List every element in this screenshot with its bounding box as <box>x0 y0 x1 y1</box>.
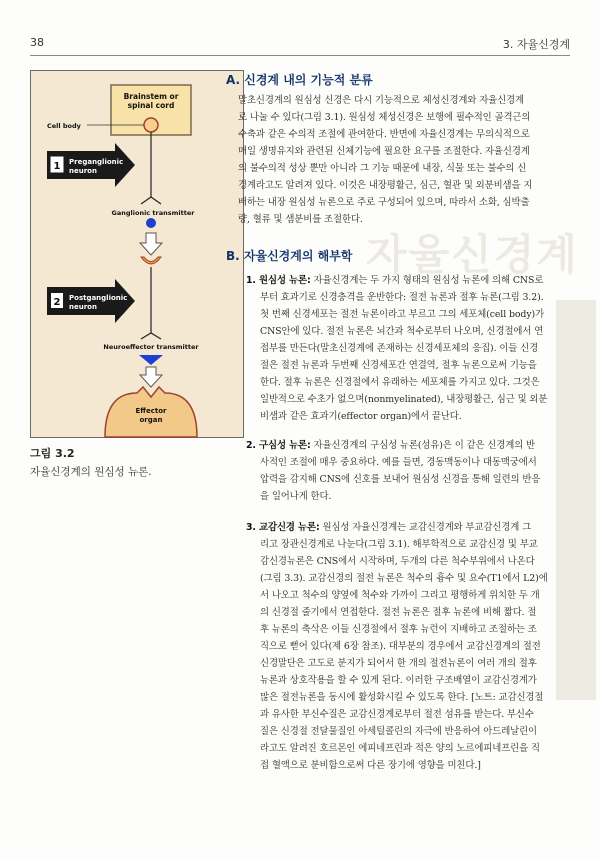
text-line: 압력을 감지해 CNS에 신호를 보내어 원심성 신경을 통해 일련의 반응 <box>260 474 541 485</box>
text-line: 과 유사한 부신수질은 교감신경계로부터 절전 섬유를 받는다. 부신수 <box>260 709 534 720</box>
text-line: 한다. 절후 뉴론은 신경절에서 유래하는 세포체를 가지고 있다. 그것은 <box>260 377 540 388</box>
header-rule <box>30 55 570 56</box>
text-line: 의 신경절 줄기에서 연접한다. 절전 뉴론은 절후 뉴론에 비해 짧다. 절 <box>260 607 537 618</box>
text-line: 직으로 뻗어 있다(제 6장 참조). 대부분의 경우에서 교감신경계의 절전 <box>260 641 541 652</box>
text-line: 많은 절전뉴론을 동시에 활성화시킬 수 있도록 한다. [노트: 교감신경절 <box>260 692 544 703</box>
running-header <box>30 34 570 52</box>
text-span: 자율신경계는 두 가지 형태의 원심성 뉴론에 의해 CNS로 <box>313 275 544 286</box>
text-line: 매일 생명유지와 관련된 신체기능에 필요한 요구를 조절한다. 자율신경계 <box>238 146 530 157</box>
text-line: 배하는 내장 원심성 뉴론으로 주로 구성되어 있으며, 따라서 소화, 심박출 <box>238 197 530 208</box>
page-number: 38 <box>30 36 44 49</box>
text-line <box>246 272 570 289</box>
neuroeffector-triangle <box>139 355 163 365</box>
figure-title: 자율신경계의 원심성 뉴론. <box>30 466 152 478</box>
text-line: 뉴론과 상호작용을 할 수 있게 된다. 이러한 구조배열이 교감신경계가 <box>260 675 537 686</box>
down-arrow-2 <box>140 367 162 387</box>
ganglionic-transmitter-label: Ganglionic transmitter <box>111 209 195 217</box>
item-lead: 1. 원심성 뉴론: <box>246 275 311 286</box>
text-line: 감신경뉴론은 CNS에서 시작하며, 두개의 다른 척수부위에서 나온다 <box>260 556 535 567</box>
text-line: 접 혈액으로 분비함으로써 다른 장기에 영향을 미친다.] <box>260 760 481 771</box>
receptor-cup <box>141 257 161 264</box>
section-b-heading: B. 자율신경계의 해부학 <box>226 249 353 263</box>
preganglionic-terminal <box>141 197 161 204</box>
text-span: 원심성 자율신경계는 교감신경계와 부교감신경계 그 <box>322 522 532 533</box>
text-line: CNS안에 있다. 절전 뉴론은 뇌간과 척수로부터 나오며, 신경절에서 연 <box>260 326 544 337</box>
text-span: 자율신경계의 구심성 뉴론(섬유)은 이 같은 신경계의 반 <box>313 440 535 451</box>
spinal-cord-label: spinal cord <box>127 101 175 110</box>
chapter-title: 3. 자율신경계 <box>502 38 570 51</box>
text-line: 신경말단은 고도로 분지가 되어서 한 개의 절전뉴론이 여러 개의 절후 <box>260 658 537 669</box>
cell-body-label: Cell body <box>47 122 81 130</box>
item-afferent-neuron <box>246 437 570 505</box>
item-lead: 2. 구심성 뉴론: <box>246 440 311 451</box>
text-line: 비샘과 같은 효과기(effector organ)에서 끝난다. <box>260 411 462 422</box>
item-efferent-neuron <box>246 272 570 425</box>
figure-caption <box>30 445 244 479</box>
watermark: 자율신경계 <box>366 230 579 279</box>
neuron-label-1: neuron <box>69 167 97 175</box>
neuroeffector-label: Neuroeffector transmitter <box>103 343 199 351</box>
text-line: (그림 3.3). 교감신경의 절전 뉴론은 척수의 흉수 및 요수(T1에서 L2)에 <box>260 573 548 584</box>
preganglionic-label: Preganglionic <box>69 158 124 166</box>
organ-label: organ <box>139 416 163 424</box>
section-a-body <box>238 92 570 228</box>
text-line: 서 나오고 척수의 양옆에 척수와 가까이 그리고 평행하게 위치한 두 개 <box>260 590 540 601</box>
text-line: 리고 장관신경계로 나눈다(그림 3.1). 해부학적으로 교감신경 및 부교 <box>260 539 538 550</box>
ganglionic-transmitter-dot <box>146 218 156 228</box>
text-line <box>246 519 570 536</box>
text-line: 일반적으로 수초가 없으며(nonmyelinated), 내장평활근, 심근 및 외분 <box>260 394 548 405</box>
neuron-label-2: neuron <box>69 303 97 311</box>
badge-2: 2 <box>53 297 61 308</box>
text-line: 접부를 만든다(말초신경계에 존재하는 신경세포체의 응집). 이들 신경 <box>260 343 539 354</box>
text-line: 수축과 같은 수의적 조절에 관여한다. 반면에 자율신경계는 무의식적으로 <box>238 129 530 140</box>
postganglionic-label: Postganglionic <box>69 294 128 302</box>
text-line <box>246 437 570 454</box>
text-line: 첫 번째 신경세포는 절전 뉴론이라고 부르고 그의 세포체(cell body)가 <box>260 309 545 320</box>
down-arrow-1 <box>140 233 162 255</box>
figure-number: 그림 3.2 <box>30 447 75 460</box>
cell-body-circle <box>144 118 158 132</box>
text-line: 을 일어나게 한다. <box>260 491 332 502</box>
item-lead: 3. 교감신경 뉴론: <box>246 522 320 533</box>
text-line: 라고도 알려진 호르몬인 에피네프린과 적은 양의 노르에피네프린을 직 <box>260 743 540 754</box>
brainstem-label: Brainstem or <box>123 92 179 101</box>
text-line: 질은 신경절 전달물질인 아세틸콜린의 자극에 반응하여 아드레날린이 <box>260 726 538 737</box>
text-line: 후 뉴론의 축삭은 이들 신경절에서 절후 뉴런이 지배하고 조절하는 조 <box>260 624 537 635</box>
text-line: 경계라고도 알려져 있다. 이것은 내장평활근, 심근, 혈관 및 외분비샘을 지 <box>238 180 533 191</box>
text-line: 로 나눌 수 있다(그림 3.1). 원심성 체성신경은 보행에 필수적인 골격근의 <box>238 112 531 123</box>
effector-label: Effector <box>135 407 167 415</box>
item-sympathetic-neuron <box>246 519 570 774</box>
section-a-heading: A. 신경계 내의 기능적 분류 <box>226 73 373 87</box>
text-line: 말초신경계의 원심성 신경은 다시 기능적으로 체성신경계와 자율신경계 <box>238 95 524 106</box>
text-line: 부터 효과기로 신경충격을 운반한다: 절전 뉴론과 절후 뉴론(그림 3.2). <box>260 292 544 303</box>
figure-3-2 <box>30 70 244 438</box>
badge-1: 1 <box>53 161 61 172</box>
text-line: 절은 절전 뉴론과 두번째 신경세포간 연결역, 절후 뉴론으로써 기능을 <box>260 360 537 371</box>
postganglionic-terminal <box>141 333 161 339</box>
text-line: 의 불수의적 성상 뿐만 아니라 그 기능 때문에 내장, 식물 또는 불수의 신 <box>238 163 527 174</box>
text-line: 량, 혈류 및 샘분비를 조절한다. <box>238 214 363 225</box>
text-line: 사적인 조절에 매우 중요하다. 예를 들면, 경동맥동이나 대동맥궁에서 <box>260 457 537 468</box>
